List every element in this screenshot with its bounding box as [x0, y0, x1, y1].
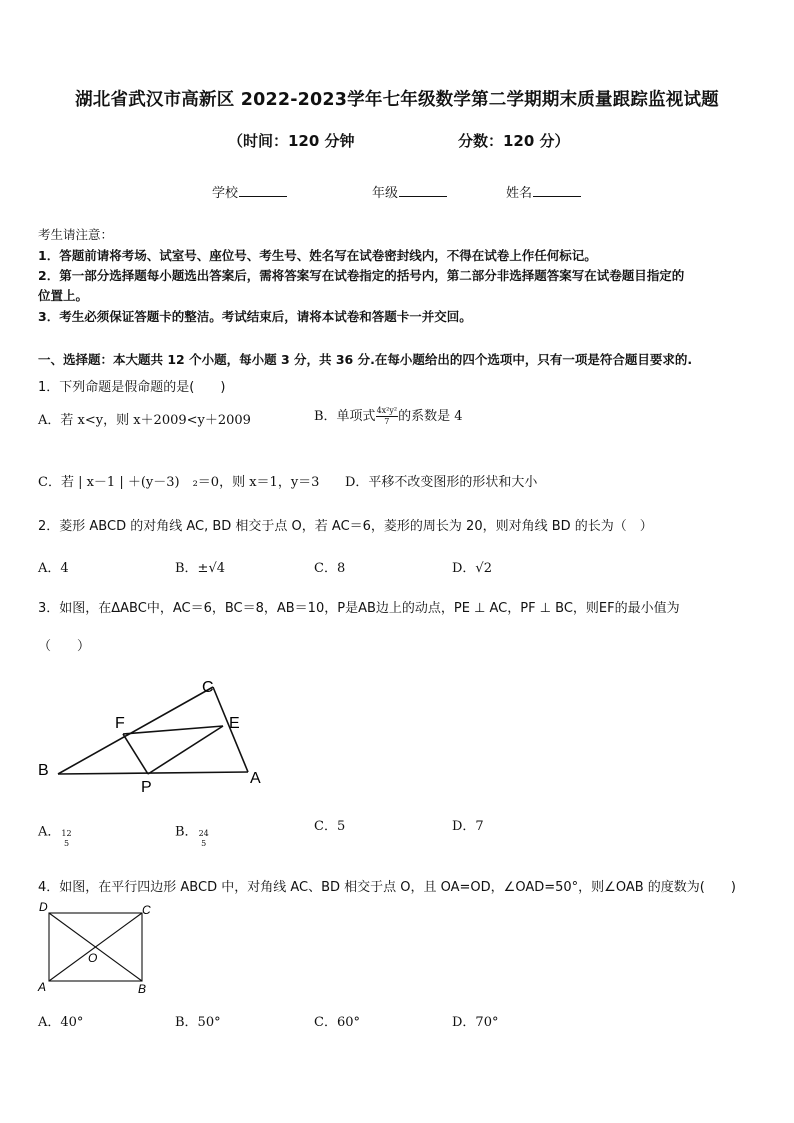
- side-bc: [58, 687, 213, 774]
- segment-pf: [123, 734, 148, 774]
- question-3-stem: 3．如图，在ΔABC中，AC＝6，BC＝8，AB＝10，P是AB边上的动点，PE ⊥ AC，PF ⊥ BC，则EF的最小值为: [38, 601, 680, 616]
- label-p: P: [141, 779, 152, 796]
- name-field[interactable]: [506, 182, 581, 201]
- q1-option-b[interactable]: [314, 405, 463, 427]
- label-a: A: [38, 980, 47, 994]
- label-o: O: [88, 951, 98, 965]
- q3-option-a-prefix: A．: [38, 824, 61, 840]
- q3-triangle-figure: [36, 672, 276, 797]
- school-field[interactable]: [212, 182, 287, 201]
- label-b: B: [38, 762, 49, 779]
- q1-option-d[interactable]: D．平移不改变图形的形状和大小: [345, 475, 538, 490]
- side-ab: [58, 772, 248, 774]
- q2-option-b[interactable]: B．±√4: [175, 561, 226, 576]
- grade-label: 年级: [372, 186, 399, 201]
- q3-option-b[interactable]: [175, 815, 210, 849]
- notice-heading: 考生请注意：: [38, 227, 114, 242]
- question-4-stem: 4．如图，在平行四边形 ABCD 中，对角线 AC、BD 相交于点 O，且 OA=OD，∠OAD=50°，则∠OAB 的度数为( ): [38, 880, 736, 895]
- q3-option-b-prefix: B．: [175, 824, 198, 840]
- fraction-numerator: 12: [61, 829, 72, 838]
- q1-option-b-fraction: [376, 406, 399, 427]
- question-2-stem: 2．菱形 ABCD 的对角线 AC, BD 相交于点 O，若 AC＝6，菱形的周长为 20，则对角线 BD 的长为（ ）: [38, 519, 653, 534]
- name-blank[interactable]: [533, 184, 581, 197]
- q1-option-b-prefix: B．单项式: [314, 409, 376, 424]
- label-c: C: [202, 679, 214, 696]
- fraction-denominator: 7: [384, 417, 390, 426]
- q2-option-a[interactable]: A．4: [38, 561, 69, 576]
- label-d: D: [39, 900, 48, 914]
- notice-item: 2．第一部分选择题每小题选出答案后，需将答案写在试卷指定的括号内，第二部分非选择题答案写在试卷题目指定的: [38, 268, 685, 283]
- question-1-stem: 1．下列命题是假命题的是( ): [38, 380, 226, 395]
- segment-pe: [148, 726, 223, 774]
- q1-option-a[interactable]: A．若 x<y，则 x＋2009<y＋2009: [38, 413, 251, 428]
- q2-option-c[interactable]: C．8: [314, 561, 346, 576]
- label-c: C: [142, 903, 151, 917]
- q4-option-b[interactable]: B．50°: [175, 1015, 221, 1030]
- question-3-stem-cont: （ ）: [38, 639, 91, 654]
- q1-option-b-suffix: 的系数是 4: [398, 409, 463, 424]
- q3-option-d[interactable]: D．7: [452, 819, 484, 834]
- grade-field[interactable]: [372, 182, 447, 201]
- label-e: E: [229, 715, 240, 732]
- notice-item: 位置上。: [38, 288, 89, 303]
- grade-blank[interactable]: [399, 184, 447, 197]
- name-label: 姓名: [506, 186, 533, 201]
- paper-title: 湖北省武汉市高新区 2022-2023学年七年级数学第二学期期末质量跟踪监视试题: [75, 90, 719, 110]
- notice-item: 1．答题前请将考场、试室号、座位号、考生号、姓名写在试卷密封线内，不得在试卷上作任何标记。: [38, 248, 597, 263]
- q3-option-a-fraction: [60, 829, 72, 849]
- fraction-denominator: 5: [201, 839, 207, 848]
- q1-option-c[interactable]: C．若 | x－1 | ＋(y－3) ₂＝0，则 x＝1，y＝3: [38, 475, 320, 490]
- q3-option-b-fraction: [198, 829, 210, 849]
- q4-option-c[interactable]: C．60°: [314, 1015, 360, 1030]
- school-label: 学校: [212, 186, 239, 201]
- school-blank[interactable]: [239, 184, 287, 197]
- label-b: B: [138, 982, 147, 996]
- notice-item: 3．考生必须保证答题卡的整洁。考试结束后，请将本试卷和答题卡一并交回。: [38, 309, 472, 324]
- q4-option-d[interactable]: D．70°: [452, 1015, 499, 1030]
- label-a: A: [250, 770, 261, 787]
- q4-option-a[interactable]: A．40°: [38, 1015, 84, 1030]
- q3-option-a[interactable]: [38, 815, 73, 849]
- label-f: F: [115, 715, 125, 732]
- section-heading: 一、选择题：本大题共 12 个小题，每小题 3 分，共 36 分.在每小题给出的四个选项中，只有一项是符合题目要求的.: [38, 352, 693, 367]
- q3-option-c[interactable]: C．5: [314, 819, 346, 834]
- fraction-numerator: 4x²y²: [376, 406, 398, 415]
- fraction-numerator: 24: [198, 829, 209, 838]
- q2-option-d[interactable]: D．√2: [452, 561, 492, 576]
- exam-time: （时间：120 分钟: [228, 132, 355, 150]
- fraction-denominator: 5: [63, 839, 70, 848]
- q4-parallelogram-figure: [36, 898, 166, 998]
- exam-score: 分数：120 分）: [458, 132, 570, 150]
